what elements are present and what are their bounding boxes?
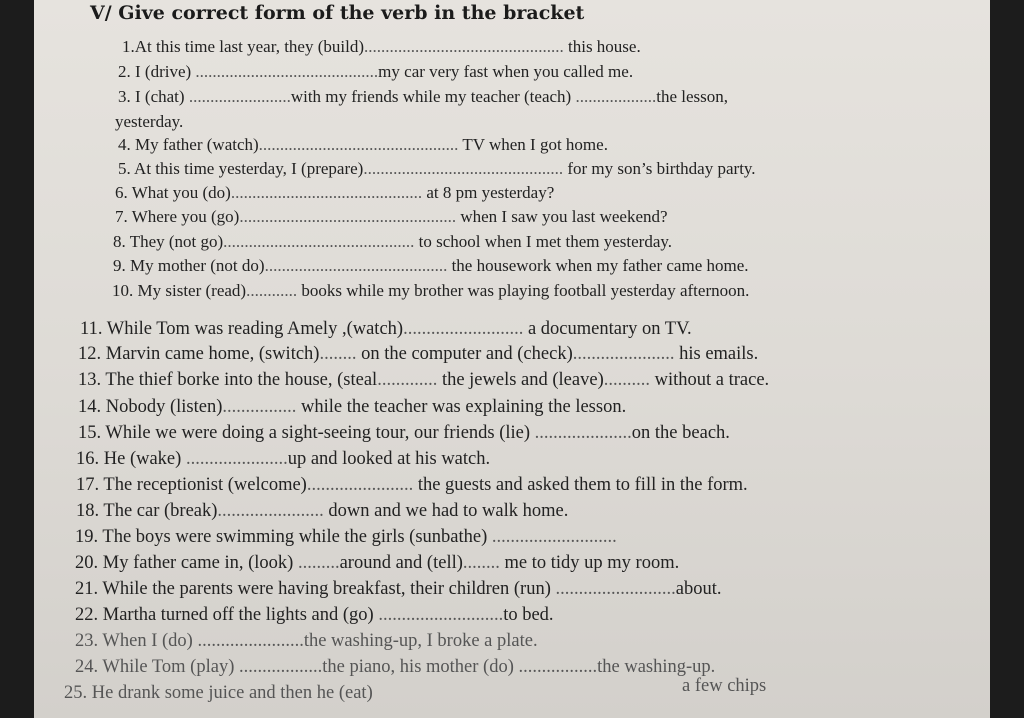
question-19: 19. The boys were swimming while the girls (sunbathe) ........................... xyxy=(75,527,617,547)
question-1: 1.At this time last year, they (build)............................................... this house. xyxy=(122,37,641,56)
worksheet-page xyxy=(34,0,990,718)
question-11: 11. While Tom was reading Amely ,(watch).......................... a documentary on TV. xyxy=(80,319,692,339)
question-25-ending: a few chips xyxy=(682,676,767,696)
question-25: 25. He drank some juice and then he (eat) xyxy=(64,683,373,703)
question-14: 14. Nobody (listen)................ while the teacher was explaining the lesson. xyxy=(78,397,627,417)
question-23: 23. When I (do) .......................the washing-up, I broke a plate. xyxy=(75,631,538,651)
question-16: 16. He (wake) ......................up and looked at his watch. xyxy=(76,449,491,469)
question-2: 2. I (drive) ...........................................my car very fast when you called me. xyxy=(118,62,634,81)
question-10: 10. My sister (read)............ books while my brother was playing football yesterday afternoon. xyxy=(112,281,750,300)
question-24: 24. While Tom (play) ..................the piano, his mother (do) .................the washing-up. xyxy=(75,657,716,677)
question-5: 5. At this time yesterday, I (prepare)............................................... for my son’s birthday party. xyxy=(118,159,756,178)
question-8: 8. They (not go)............................................. to school when I met them yesterday. xyxy=(113,232,673,251)
question-18: 18. The car (break)....................... down and we had to walk home. xyxy=(76,501,569,521)
question-3-continuation: yesterday. xyxy=(115,112,184,131)
exercise-title: V/ Give correct form of the verb in the bracket xyxy=(90,2,585,24)
question-9: 9. My mother (not do)........................................... the housework when my father came home. xyxy=(113,256,749,275)
question-17: 17. The receptionist (welcome)....................... the guests and asked them to fill in the form. xyxy=(76,475,748,495)
question-22: 22. Martha turned off the lights and (go) ...........................to bed. xyxy=(75,605,554,625)
question-7: 7. Where you (go)................................................... when I saw you last weekend? xyxy=(115,207,668,226)
question-12: 12. Marvin came home, (switch)........ on the computer and (check)...................... his emails. xyxy=(78,344,759,364)
question-20: 20. My father came in, (look) .........around and (tell)........ me to tidy up my room. xyxy=(75,553,680,573)
question-3: 3. I (chat) ........................with my friends while my teacher (teach) ...................the lesson, xyxy=(118,87,728,106)
question-6: 6. What you (do)............................................. at 8 pm yesterday? xyxy=(115,183,555,202)
question-15: 15. While we were doing a sight-seeing tour, our friends (lie) .....................on the beach. xyxy=(78,423,730,443)
question-4: 4. My father (watch)............................................... TV when I got home. xyxy=(118,135,608,154)
question-21: 21. While the parents were having breakfast, their children (run) ..........................about. xyxy=(75,579,722,599)
question-13: 13. The thief borke into the house, (steal............. the jewels and (leave).......... without a trace. xyxy=(78,370,770,390)
